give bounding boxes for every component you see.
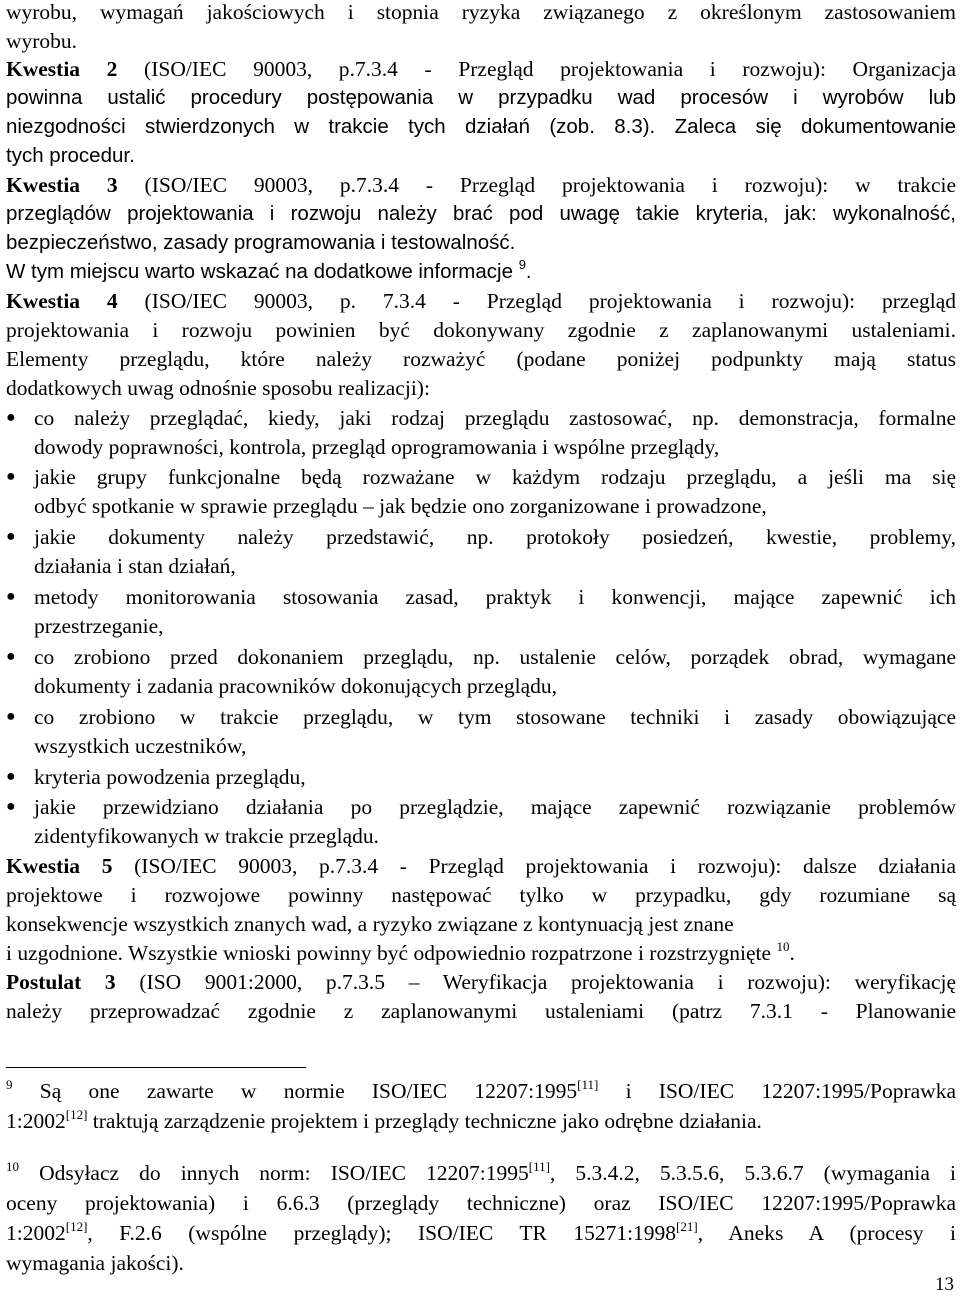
footnote-ref-9: 9 (518, 257, 526, 272)
paragraph-line: i uzgodnione. Wszystkie wnioski powinny być odpowiednio rozpatrzone i rozstrzygnięte $^{10}$. (6, 939, 795, 965)
bullet-icon: ● (6, 798, 16, 815)
paragraph-line: należy przeprowadzać zgodnie z zaplanowanymi ustaleniami (patrz 7.3.1 - Planowanie (6, 999, 956, 1023)
paragraph-line: tych procedur. (6, 144, 135, 167)
paragraph-line: powinna ustalić procedury postępowania w przypadku wad procesów i wyrobów lub (6, 86, 956, 109)
bullet-icon: ● (6, 648, 16, 665)
list-item: odbyć spotkanie w sprawie przeglądu – jak będzie ono zorganizowane i prowadzone, (34, 494, 767, 518)
postulat-label: Postulat 3 (6, 970, 116, 994)
list-item: jakie grupy funkcjonalne będą rozważane w każdym rodzaju przeglądu, a jeśli ma się (34, 465, 956, 489)
list-item: wszystkich uczestników, (34, 734, 247, 758)
list-item: dokumenty i zadania pracowników dokonujących przeglądu, (34, 674, 557, 698)
list-item: kryteria powodzenia przeglądu, (34, 765, 306, 789)
kwestia-4-line: Kwestia 4 (ISO/IEC 90003, p. 7.3.4 - Przegląd projektowania i rozwoju): przegląd (6, 289, 957, 313)
kwestia-label: Kwestia 5 (6, 854, 113, 878)
footnote-9-line: 1:2002[12] traktują zarządzenie projektem i przeglądy techniczne jako odrębne działania. (6, 1107, 762, 1133)
list-item: co zrobiono w trakcie przeglądu, w tym stosowane techniki i zasady obowiązujące (34, 705, 956, 729)
footnote-10-line: oceny projektowania) i 6.6.3 (przeglądy techniczne) oraz ISO/IEC 12207:1995/Poprawka (6, 1191, 956, 1215)
paragraph-line: Elementy przeglądu, które należy rozważyć (podane poniżej podpunkty mają status (6, 347, 956, 371)
paragraph-line: projektowania i rozwoju powinien być dokonywany zgodnie z zaplanowanymi ustaleniami. (6, 318, 956, 342)
bullet-icon: ● (6, 588, 16, 605)
paragraph-line: wyrobu, wymagań jakościowych i stopnia ryzyka związanego z określonym zastosowaniem (6, 0, 956, 24)
list-item: jakie dokumenty należy przedstawić, np. protokoły posiedzeń, kwestie, problemy, (34, 525, 956, 549)
list-item: co zrobiono przed dokonaniem przeglądu, np. ustalenie celów, porządek obrad, wymagane (34, 645, 956, 669)
list-item: przestrzeganie, (34, 614, 164, 638)
paragraph-line: dodatkowych uwag odnośnie sposobu realizacji): (6, 376, 430, 400)
bullet-icon: ● (6, 708, 16, 725)
footnote-ref-10: 10 (776, 939, 790, 954)
kwestia-2-line: Kwestia 2 (ISO/IEC 90003, p.7.3.4 - Przegląd projektowania i rozwoju): Organizacja (6, 57, 957, 81)
postulat-3-line: Postulat 3 (ISO 9001:2000, p.7.3.5 – Weryfikacja projektowania i rozwoju): weryfikację (6, 970, 957, 994)
footnote-10-line: 1:2002[12], F.2.6 (wspólne przeglądy); ISO/IEC TR 15271:1998[21], Aneks A (procesy i (6, 1219, 956, 1245)
list-item: jakie przewidziano działania po przeglądzie, mające zapewnić rozwiązanie problemów (34, 795, 956, 819)
footnote-mark: 9 (6, 1077, 13, 1092)
paragraph-line: przeglądów projektowania i rozwoju należy brać pod uwagę takie kryteria, jak: wykonalność, (6, 202, 956, 225)
kwestia-label: Kwestia 3 (6, 173, 118, 197)
paragraph-line: niezgodności stwierdzonych w trakcie tych działań (zob. 8.3). Zaleca się dokumentowanie (6, 115, 956, 138)
footnote-separator (6, 1067, 306, 1068)
paragraph-line: bezpieczeństwo, zasady programowania i testowalność. (6, 231, 516, 254)
paragraph-line: wyrobu. (6, 29, 78, 53)
kwestia-5-line: Kwestia 5 (ISO/IEC 90003, p.7.3.4 - Przegląd projektowania i rozwoju): dalsze działania (6, 854, 956, 878)
list-item: zidentyfikowanych w trakcie przeglądu. (34, 824, 380, 848)
kwestia-label: Kwestia 4 (6, 289, 118, 313)
paragraph-line: projektowe i rozwojowe powinny następować tylko w przypadku, gdy rozumiane są (6, 883, 956, 907)
paragraph-line: konsekwencje wszystkich znanych wad, a ryzyko związane z kontynuacją jest znane (6, 912, 734, 936)
bullet-icon: ● (6, 528, 16, 545)
paragraph-line: W tym miejscu warto wskazać na dodatkowe informacje $^9$. (6, 257, 532, 283)
list-item: dowody poprawności, kontrola, przegląd oprogramowania i wspólne przeglądy, (34, 435, 720, 459)
footnote-10: $^{10}$ Odsyłacz do innych norm: ISO/IEC 12207:1995[11], 5.3.4.2, 5.3.5.6, 5.3.6.7 (wymagania i (6, 1159, 956, 1185)
bullet-icon: ● (6, 468, 16, 485)
bullet-icon: ● (6, 768, 16, 785)
list-item: działania i stan działań, (34, 554, 236, 578)
list-item: co należy przeglądać, kiedy, jaki rodzaj przeglądu zastosować, np. demonstracja, formalne (34, 406, 956, 430)
page-number: 13 (935, 1274, 954, 1295)
kwestia-label: Kwestia 2 (6, 57, 118, 81)
footnote-10-line: wymagania jakości). (6, 1251, 184, 1275)
footnote-mark: 10 (6, 1159, 19, 1174)
list-item: metody monitorowania stosowania zasad, praktyk i konwencji, mające zapewnić ich (34, 585, 956, 609)
bullet-icon: ● (6, 409, 16, 426)
kwestia-3-line: Kwestia 3 (ISO/IEC 90003, p.7.3.4 - Przegląd projektowania i rozwoju): w trakcie (6, 173, 957, 197)
footnote-9: $^9$ Są one zawarte w normie ISO/IEC 12207:1995[11] i ISO/IEC 12207:1995/Poprawka (6, 1077, 956, 1103)
